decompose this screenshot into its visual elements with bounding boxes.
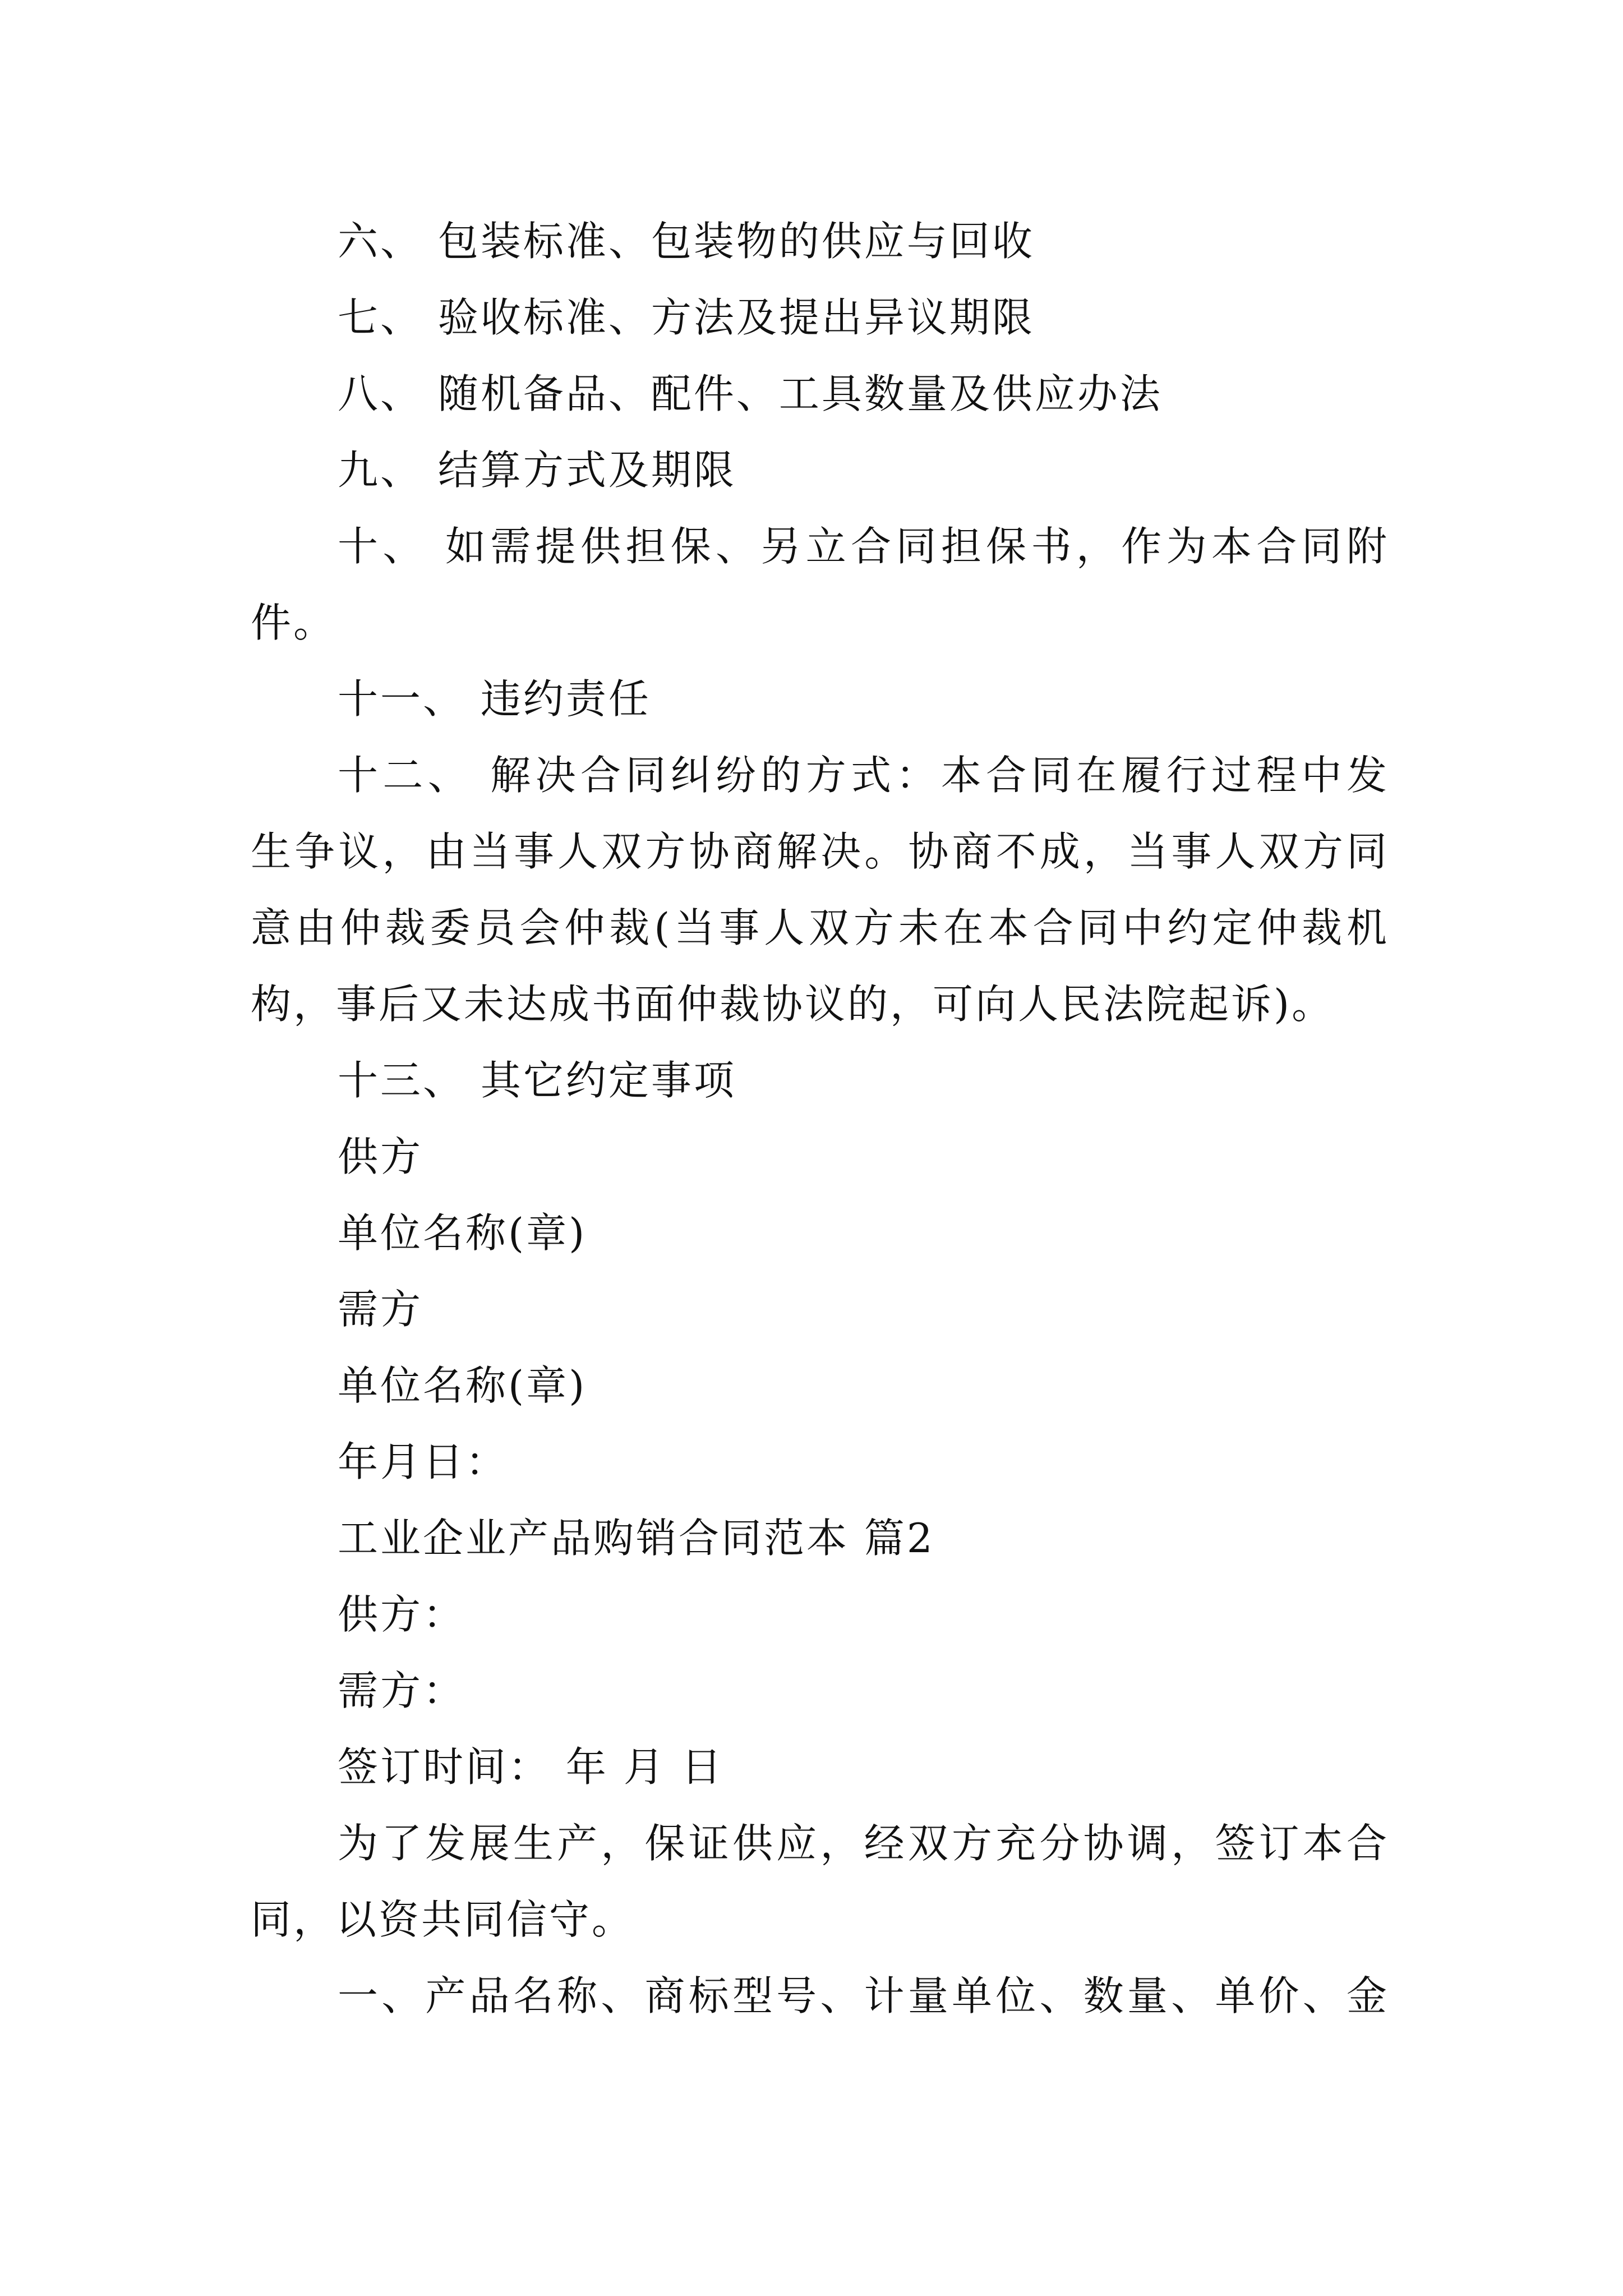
buyer-label: 需方: [338, 1286, 423, 1333]
buyer-field: 需方：: [338, 1667, 466, 1714]
clause-9-settlement: 九、 结算方式及期限: [338, 447, 736, 494]
supplier-label: 供方: [338, 1133, 423, 1180]
signing-time: 签订时间： 年 月 日: [338, 1743, 724, 1791]
date-line: 年月日：: [338, 1438, 509, 1485]
clause-6-packaging: 六、 包装标准、包装物的供应与回收: [338, 218, 1035, 265]
clause-10-continuation: 件。: [251, 599, 336, 646]
clause-7-acceptance: 七、 验收标准、方法及提出异议期限: [338, 294, 1035, 341]
clause-12-line-2: 生争议，由当事人双方协商解决。协商不成，当事人双方同: [251, 828, 1389, 875]
clause-8-spare-parts: 八、 随机备品、配件、工具数量及供应办法: [338, 370, 1163, 417]
buyer-unit-name: 单位名称(章): [338, 1362, 587, 1409]
clause-12-line-4: 构，事后又未达成书面仲裁协议的，可向人民法院起诉)。: [251, 981, 1335, 1028]
clause-12-disputes: 十二、 解决合同纠纷的方式：本合同在履行过程中发: [338, 752, 1389, 799]
clause-12-line-3: 意由仲裁委员会仲裁(当事人双方未在本合同中约定仲裁机: [251, 904, 1389, 951]
preamble-continuation: 同，以资共同信守。: [251, 1896, 635, 1943]
clause-10-guarantee: 十、 如需提供担保、另立合同担保书，作为本合同附: [338, 523, 1389, 570]
supplier-unit-name: 单位名称(章): [338, 1209, 587, 1257]
section-title-2: 工业企业产品购销合同范本 篇2: [338, 1515, 935, 1562]
supplier-field: 供方：: [338, 1591, 466, 1638]
clause-1-product: 一、产品名称、商标型号、计量单位、数量、单价、金: [338, 1972, 1389, 2019]
preamble: 为了发展生产，保证供应，经双方充分协调，签订本合: [338, 1820, 1389, 1867]
clause-11-liability: 十一、 违约责任: [338, 675, 651, 723]
clause-13-other: 十三、 其它约定事项: [338, 1057, 736, 1104]
